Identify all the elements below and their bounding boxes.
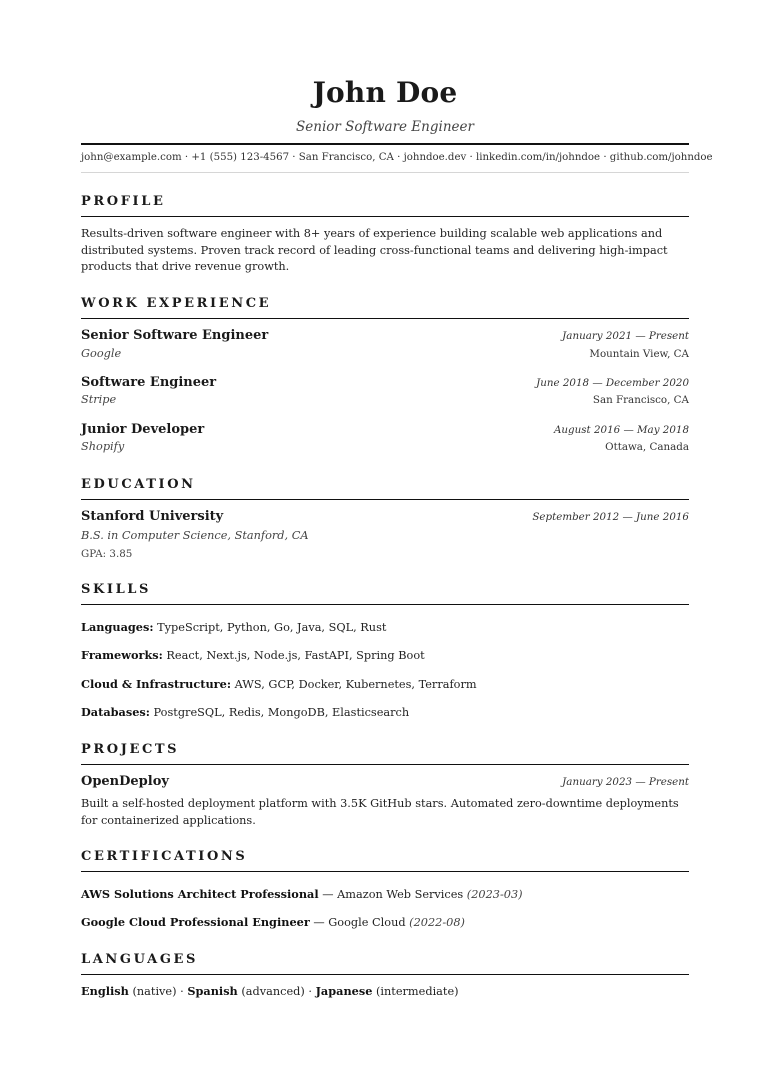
- certification-date: (2022-08): [409, 916, 465, 929]
- job-location: Mountain View, CA: [589, 348, 689, 360]
- language-level: (intermediate): [372, 985, 459, 998]
- certification-item: [81, 886, 689, 903]
- job-entry: [81, 374, 689, 392]
- project-dates: January 2023 — Present: [562, 776, 689, 788]
- section-heading-projects: PROJECTS: [81, 741, 689, 765]
- project-name: OpenDeploy: [81, 774, 169, 789]
- language-level: (native): [128, 985, 177, 998]
- project-description: Built a self-hosted deployment platform with 3.5K GitHub stars. Automated zero-downtime deployments for containerized applications.: [81, 797, 679, 827]
- language-level: (advanced): [237, 985, 305, 998]
- section-heading-languages: LANGUAGES: [81, 951, 689, 975]
- job-entry: [81, 421, 689, 439]
- education-dates: September 2012 — June 2016: [532, 511, 689, 523]
- section-heading-skills: SKILLS: [81, 581, 689, 605]
- section-heading-experience: WORK EXPERIENCE: [81, 295, 689, 319]
- school-name: Stanford University: [81, 509, 224, 524]
- skill-values: TypeScript, Python, Go, Java, SQL, Rust: [153, 621, 387, 634]
- job-title: Junior Developer: [81, 422, 205, 437]
- skill-category: Cloud & Infrastructure:: [81, 677, 231, 691]
- job-meta: [81, 392, 689, 410]
- languages-line: [81, 983, 689, 1000]
- language-name: English: [81, 984, 129, 998]
- skill-values: React, Next.js, Node.js, FastAPI, Spring Boot: [162, 649, 425, 662]
- candidate-title: Senior Software Engineer: [296, 119, 474, 135]
- separator: ·: [304, 985, 316, 998]
- skill-category: Frameworks:: [81, 648, 163, 662]
- job-company: Shopify: [81, 440, 125, 453]
- contact-line: john@example.com · +1 (555) 123-4567 · San Francisco, CA · johndoe.dev · linkedin.com/in/johndoe · github.com/johndoe: [81, 152, 713, 163]
- project-entry: [81, 773, 689, 791]
- header-divider: [81, 143, 689, 145]
- skill-line: [81, 676, 689, 693]
- certification-issuer: — Amazon Web Services: [318, 888, 467, 901]
- education-gpa-row: [81, 546, 689, 564]
- job-meta: [81, 346, 689, 364]
- profile-summary: Results-driven software engineer with 8+ years of experience building scalable web applications and distributed systems. Proven track record of leading cross-functional teams and delivering high-impact products that drive revenue growth.: [81, 227, 668, 273]
- job-dates: June 2018 — December 2020: [536, 377, 689, 389]
- education-degree-row: [81, 528, 689, 546]
- skill-values: AWS, GCP, Docker, Kubernetes, Terraform: [231, 678, 477, 691]
- section-heading-education: EDUCATION: [81, 476, 689, 500]
- skill-line: [81, 704, 689, 721]
- skill-line: [81, 619, 689, 636]
- candidate-name: John Doe: [312, 76, 458, 109]
- skill-values: PostgreSQL, Redis, MongoDB, Elasticsearch: [149, 706, 410, 719]
- section-heading-certifications: CERTIFICATIONS: [81, 848, 689, 872]
- skill-category: Databases:: [81, 705, 150, 719]
- job-dates: August 2016 — May 2018: [553, 424, 689, 436]
- job-entry: [81, 327, 689, 345]
- job-company: Google: [81, 347, 122, 360]
- section-heading-profile: PROFILE: [81, 193, 689, 217]
- job-title: Software Engineer: [81, 375, 217, 390]
- certification-date: (2023-03): [466, 888, 523, 901]
- job-company: Stripe: [81, 393, 117, 406]
- degree: B.S. in Computer Science, Stanford, CA: [81, 529, 309, 542]
- job-title: Senior Software Engineer: [81, 328, 269, 343]
- job-dates: January 2021 — Present: [562, 330, 689, 342]
- certification-item: [81, 914, 689, 931]
- certification-name: Google Cloud Professional Engineer: [81, 915, 310, 929]
- certification-issuer: — Google Cloud: [309, 916, 410, 929]
- language-name: Japanese: [315, 984, 373, 998]
- certification-name: AWS Solutions Architect Professional: [81, 887, 319, 901]
- language-name: Spanish: [187, 984, 238, 998]
- education-entry: [81, 508, 689, 526]
- skill-category: Languages:: [81, 620, 154, 634]
- skill-line: [81, 647, 689, 664]
- gpa: GPA: 3.85: [81, 548, 133, 560]
- job-meta: [81, 439, 689, 457]
- contact-divider: [81, 172, 689, 173]
- job-location: San Francisco, CA: [592, 394, 689, 406]
- separator: ·: [176, 985, 188, 998]
- job-location: Ottawa, Canada: [605, 441, 689, 453]
